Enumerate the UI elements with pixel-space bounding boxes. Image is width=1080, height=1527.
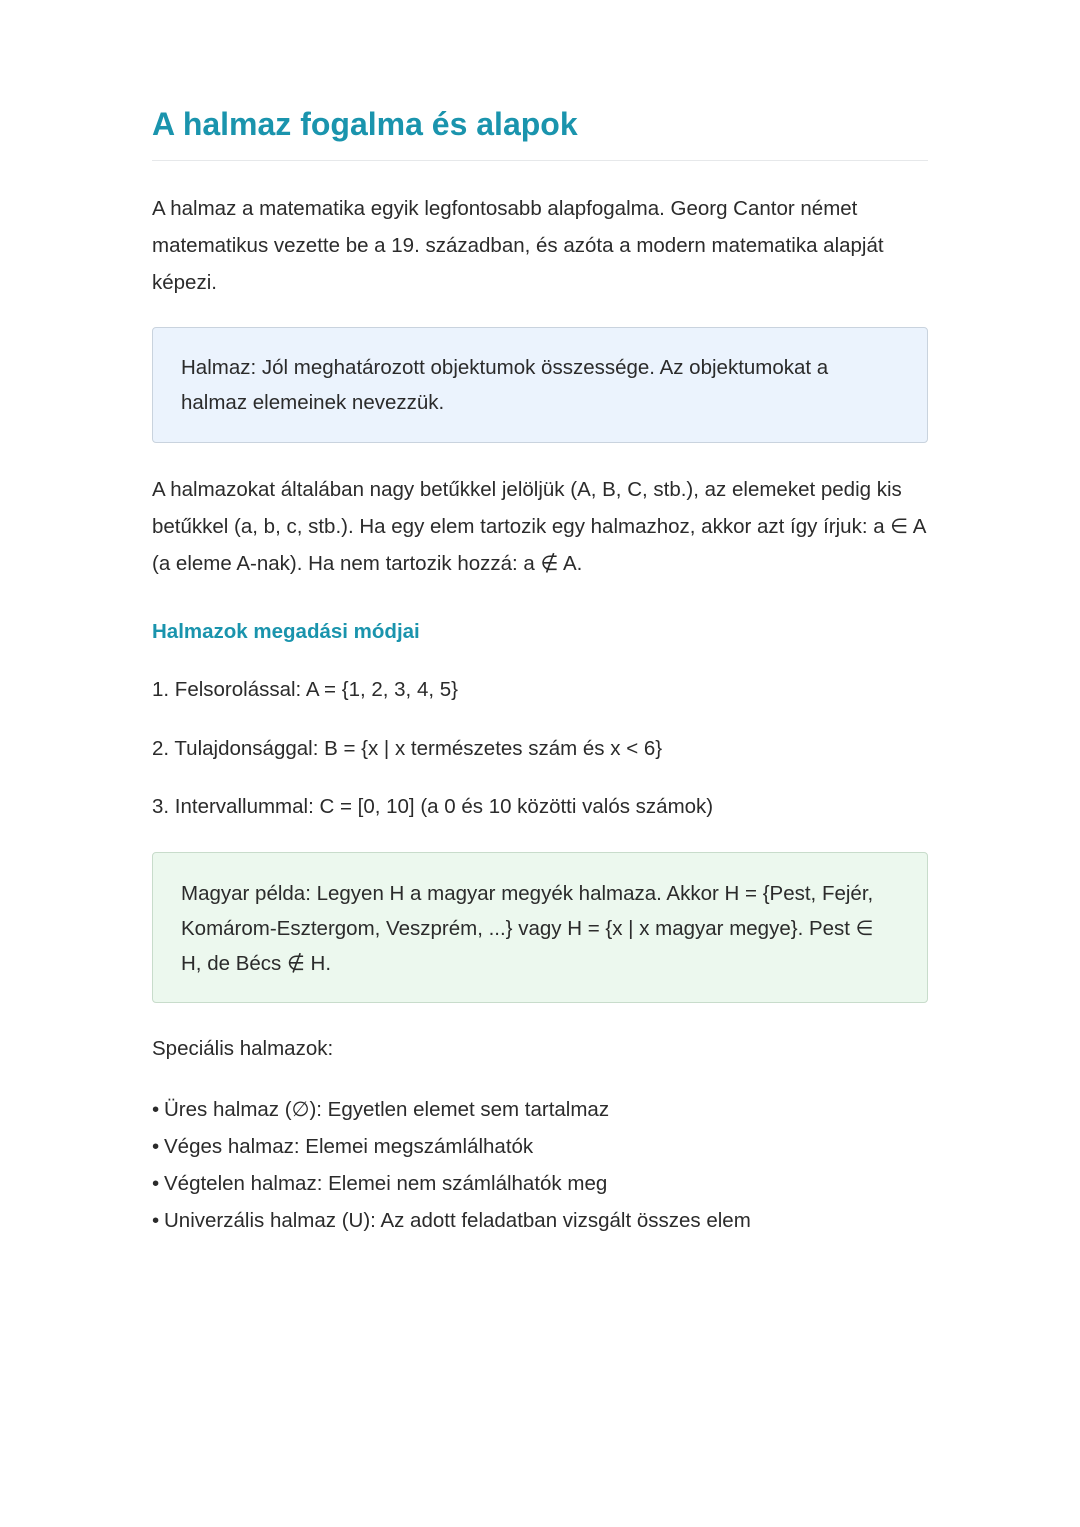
list-item-text: Véges halmaz: Elemei megszámlálhatók: [164, 1135, 534, 1158]
bullet-icon: •: [152, 1172, 160, 1195]
bullet-icon: •: [152, 1098, 160, 1121]
list-item-text: Végtelen halmaz: Elemei nem számlálhatók meg: [164, 1172, 608, 1195]
special-sets-label: Speciális halmazok:: [152, 1037, 334, 1060]
list-item-text: Univerzális halmaz (U): Az adott feladatban vizsgált összes elem: [164, 1209, 751, 1232]
notation-paragraph: A halmazokat általában nagy betűkkel jelöljük (A, B, C, stb.), az elemeket pedig kis betűkkel (a, b, c, stb.). Ha egy elem tartozik egy halmazhoz, akkor azt így írjuk: a ∈ A (a eleme A-nak). Ha nem tartozik hozzá: a ∉ A.: [152, 478, 926, 575]
special-sets-list: [152, 1091, 751, 1239]
page-title: A halmaz fogalma és alapok: [152, 106, 578, 142]
method-item: 2. Tulajdonsággal: B = {x | x természetes szám és x < 6}: [152, 737, 663, 760]
list-item-text: Üres halmaz (∅): Egyetlen elemet sem tartalmaz: [164, 1098, 610, 1121]
bullet-icon: •: [152, 1135, 160, 1158]
methods-heading: Halmazok megadási módjai: [152, 620, 420, 643]
list-item: [152, 1165, 751, 1202]
intro-paragraph: A halmaz a matematika egyik legfontosabb alapfogalma. Georg Cantor német matematikus vezette be a 19. században, és azóta a modern matematika alapját képezi.: [152, 197, 884, 294]
method-item: 1. Felsorolással: A = {1, 2, 3, 4, 5}: [152, 678, 458, 701]
definition-box: Halmaz: Jól meghatározott objektumok összessége. Az objektumokat a halmaz elemeinek nevezzük.: [152, 327, 928, 443]
list-item: [152, 1128, 751, 1165]
title-divider: [152, 160, 928, 161]
example-box: Magyar példa: Legyen H a magyar megyék halmaza. Akkor H = {Pest, Fejér, Komárom-Esztergom, Veszprém, ...} vagy H = {x | x magyar megye}. Pest ∈ H, de Bécs ∉ H.: [152, 852, 928, 1003]
bullet-icon: •: [152, 1209, 160, 1232]
list-item: [152, 1091, 751, 1128]
list-item: [152, 1202, 751, 1239]
method-item: 3. Intervallummal: C = [0, 10] (a 0 és 10 közötti valós számok): [152, 795, 714, 818]
